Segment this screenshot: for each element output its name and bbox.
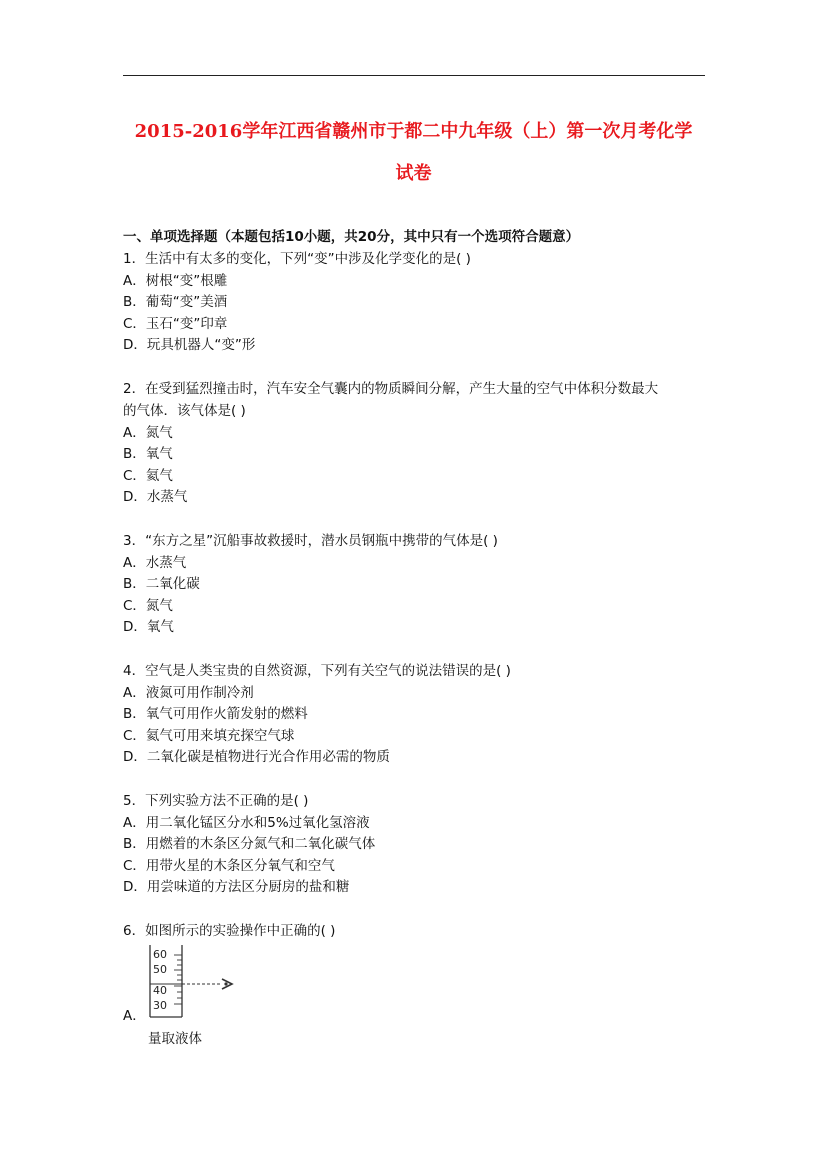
question-2-option-a: A．氮气	[123, 425, 173, 441]
question-3-option-a: A．水蒸气	[123, 555, 187, 571]
question-2-stem: 2．在受到猛烈撞击时，汽车安全气囊内的物质瞬间分解，产生大量的空气中体积分数最大	[123, 381, 659, 397]
question-5-option-c: C．用带火星的木条区分氧气和空气	[123, 858, 335, 874]
question-1-stem: 1．生活中有太多的变化，下列“变”中涉及化学变化的是( )	[123, 251, 471, 267]
question-1-option-d: D．玩具机器人“变”形	[123, 337, 256, 353]
question-6-stem: 6．如图所示的实验操作中正确的( )	[123, 923, 336, 939]
question-2-option-c: C．氦气	[123, 468, 173, 484]
question-3-option-c: C．氮气	[123, 598, 173, 614]
section-heading: 一、单项选择题（本题包括10小题，共20分，其中只有一个选项符合题意）	[123, 229, 580, 245]
question-5-stem: 5．下列实验方法不正确的是( )	[123, 793, 309, 809]
question-1-option-a: A．树根“变”根雕	[123, 273, 228, 289]
question-2-option-d: D．水蒸气	[123, 489, 188, 505]
question-5-option-b: B．用燃着的木条区分氮气和二氧化碳气体	[123, 836, 376, 852]
cylinder-tick-60: 60	[153, 948, 167, 961]
question-2-option-b: B．氧气	[123, 446, 173, 462]
cylinder-tick-40: 40	[153, 984, 167, 997]
cylinder-tick-50: 50	[153, 963, 167, 976]
question-5-option-a: A．用二氧化锰区分水和5%过氧化氢溶液	[123, 815, 370, 831]
question-4-option-c: C．氦气可用来填充探空气球	[123, 728, 295, 744]
question-6-option-a: A．	[123, 1008, 146, 1024]
question-3-option-b: B．二氧化碳	[123, 576, 200, 592]
question-5-option-d: D．用尝味道的方法区分厨房的盐和糖	[123, 879, 350, 895]
figure-caption: 量取液体	[148, 1031, 202, 1047]
question-4-option-b: B．氧气可用作火箭发射的燃料	[123, 706, 308, 722]
question-4-option-a: A．液氮可用作制冷剂	[123, 685, 254, 701]
page-title: 2015-2016学年江西省赣州市于都二中九年级（上）第一次月考化学	[134, 121, 693, 142]
question-1-option-b: B．葡萄“变”美酒	[123, 294, 228, 310]
question-3-stem: 3．“东方之星”沉船事故救援时，潜水员钢瓶中携带的气体是( )	[123, 533, 498, 549]
question-4-stem: 4．空气是人类宝贵的自然资源，下列有关空气的说法错误的是( )	[123, 663, 511, 679]
question-2-stem-continued: 的气体．该气体是( )	[123, 403, 246, 419]
header-rule	[123, 75, 705, 76]
question-1-option-c: C．玉石“变”印章	[123, 316, 228, 332]
page-title-continued: 试卷	[395, 163, 432, 184]
graduated-cylinder-icon	[146, 943, 242, 1023]
question-4-option-d: D．二氧化碳是植物进行光合作用必需的物质	[123, 749, 390, 765]
question-3-option-d: D．氧气	[123, 619, 174, 635]
cylinder-tick-30: 30	[153, 999, 167, 1012]
